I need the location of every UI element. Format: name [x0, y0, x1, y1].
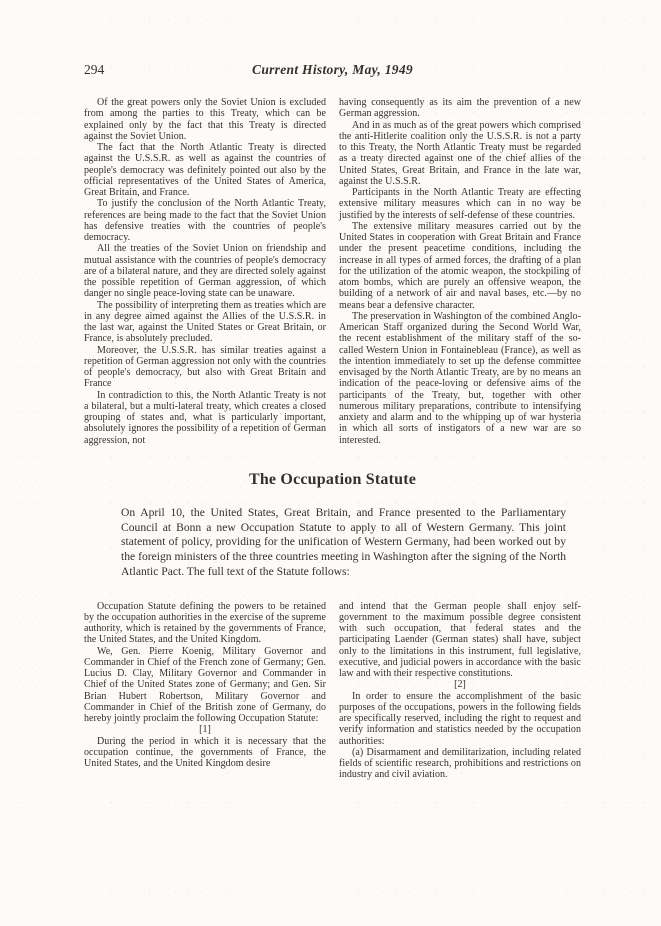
paragraph: And in as much as of the great powers which comprised the anti-Hitlerite coalition only the U.S.S.R. is not a party to this Treaty, the North Atlantic Treaty must be regarded as a treaty directed against one of the chief allies of the United States, Great Britain, and France in the late war, against the U.S.S.R. — [339, 119, 581, 187]
paragraph: In order to ensure the accomplishment of the basic purposes of the occupations, powers in the following fields are specifically reserved, including the right to request and verify information and statistics needed by the occupation authorities: — [339, 690, 581, 747]
paragraph: Occupation Statute defining the powers to be retained by the occupation authorities in the exercise of the supreme authority, which is retained by the governments of France, the United States, and the United Kingdom. — [84, 600, 326, 646]
paragraph: In contradiction to this, the North Atlantic Treaty is not a bilateral, but a multi-lateral treaty, which creates a closed grouping of states and, what is particularly important, absolutely ignores the possibility of a repetition of German aggression, not — [84, 389, 326, 446]
article-right-column — [339, 97, 581, 446]
paragraph: During the period in which it is necessary that the occupation continue, the governments of France, the United States, and the United Kingdom desire — [84, 735, 326, 770]
statute-right-column — [339, 601, 581, 781]
paragraph: and intend that the German people shall enjoy self-government to the maximum possible degree consistent with such occupation, that federal states and the participating Laender (German states) shall have, subject only to the limitations in this instrument, full legislative, executive, and judicial powers in accordance with the basic law and with their respective constitutions. — [339, 600, 581, 680]
page-header — [84, 62, 581, 78]
paragraph: having consequently as its aim the prevention of a new German aggression. — [339, 97, 581, 120]
paragraph: Moreover, the U.S.S.R. has similar treaties against a repetition of German aggression not only with the countries of people's democracy, but also with Great Britain and France — [84, 344, 326, 390]
paragraph: The possibility of interpreting them as treaties which are in any degree aimed against the Allies of the U.S.S.R. in the last war, against the United States or Great Britain, or France, is absolutely precluded. — [84, 299, 326, 345]
paragraph: The preservation in Washington of the combined Anglo-American Staff organized during the Second World War, the recent establishment of the military staff of the so-called Western Union in Fontainebleau (France), as well as the intention immediately to set up the defense committee envisaged by the North Atlantic Treaty, are by no means an indication of the peace-loving or defensive aims of the participants of the Treaty, but, together with other numerous military preparations, contribute to intensifying anxiety and alarm and to the whipping up of war hysteria in which all sorts of instigators of a new war are so interested. — [339, 310, 581, 446]
paragraph: All the treaties of the Soviet Union on friendship and mutual assistance with the countries of people's democracy are of a bilateral nature, and they are directed solely against the possible repetition of German aggression, of which danger no single peace-loving state can be unaware. — [84, 243, 326, 300]
journal-title: Current History, May, 1949 — [252, 62, 413, 77]
scanned-page — [84, 62, 581, 781]
paragraph: To justify the conclusion of the North Atlantic Treaty, references are being made to the fact that the Soviet Union has defensive treaties with the countries of people's democracy. — [84, 198, 326, 243]
paragraph: We, Gen. Pierre Koenig, Military Governor and Commander in Chief of the French zone of Germany; Gen. Lucius D. Clay, Military Governor and Commander in Chief of the United States zone of Germany; and Gen. Sir Brian Hubert Robertson, Military Governor and Commander in Chief of the British zone of Germany, do hereby jointly proclaim the following Occupation Statute: — [84, 645, 326, 725]
section-intro: On April 10, the United States, Great Britain, and France presented to the Parliamentary Council at Bonn a new Occupation Statute to apply to all of Western Germany. This joint statement of policy, providing for the unification of Western Germany, had been worked out by the foreign ministers of the three countries meeting in Washington after the signing of the North Atlantic Pact. The full text of the Statute follows: — [121, 505, 566, 578]
paragraph: The extensive military measures carried out by the United States in cooperation with Great Britain and France under the present peacetime conditions, including the increase in all types of armed forces, the drafting of a plan for the utilization of the atomic weapon, the stockpiling of atom bombs, which are purely an offensive weapon, the building of a network of air and naval bases, etc.—by no means bear a defensive character. — [339, 220, 581, 311]
paragraph: Of the great powers only the Soviet Union is excluded from among the parties to this Treaty, which can be explained only by the fact that this Treaty is directed against the Soviet Union. — [84, 97, 326, 142]
statute-article-marker-1: [1] — [199, 724, 211, 736]
statute-columns — [84, 601, 581, 781]
statute-article-marker-2: [2] — [454, 679, 466, 691]
paragraph: The fact that the North Atlantic Treaty is directed against the U.S.S.R. as well as against the countries of people's democracy was definitely pointed out also by the official representatives of the United States of America, Great Britain, and France. — [84, 142, 326, 198]
page-number: 294 — [84, 62, 105, 77]
paragraph: Participants in the North Atlantic Treaty are effecting extensive military measures which can in no way be justified by the interests of self-defense of these countries. — [339, 187, 581, 221]
statute-left-column — [84, 601, 326, 781]
article-left-column — [84, 97, 326, 446]
paragraph: (a) Disarmament and demilitarization, including related fields of scientific research, prohibitions and restrictions on industry and civil aviation. — [339, 746, 581, 781]
section-title: The Occupation Statute — [248, 470, 417, 488]
article-columns — [84, 97, 581, 446]
